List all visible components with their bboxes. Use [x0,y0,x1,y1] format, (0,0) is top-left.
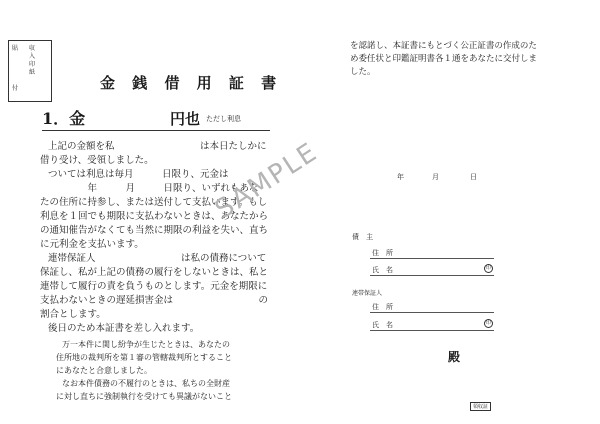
amount-yen: 円也 [170,110,201,128]
body-line: 後日のため本証書を差し入れます。 [48,323,200,334]
body-line: 上記の金額を私 は本日たしかに [48,141,267,152]
body-line: たの住所に持参し、または送付して支払います。もし [40,197,268,208]
right-line: め委任状と印鑑証明書各１通をあなたに交付しま [350,54,538,64]
note-line: にあなたと合意しました。 [56,366,152,375]
note-line: なお本件債務の不履行のときは、私ちの全財産 [62,379,230,388]
body-line: 支払わないときの遅延損害金は の [40,295,269,306]
debtor-name-line [370,275,494,276]
right-line: を認諾し、本証書にもとづく公正証書の作成のた [350,41,537,51]
debtor-address-line [370,258,494,259]
body-text [40,140,268,336]
body-line: 保証し、私が上記の債務の履行をしないときは、私と [40,267,269,278]
body-line: 割合とします。 [40,309,106,320]
date-year: 年 [397,173,404,181]
stamp-label-affix: 貼 [12,45,19,52]
guarantor-address-line [370,312,494,313]
guarantor-title: 連帯保証人 [352,290,383,297]
note-line: 万一本件に関し紛争が生じたときは、あなたの [62,340,230,349]
addressee-honorific: 殿 [448,350,461,364]
amount-prefix: 1．金 [42,109,86,128]
right-line: した。 [350,67,376,77]
body-line: 借り受け、受領しました。 [40,155,154,166]
document-title: 金 銭 借 用 証 書 [100,74,283,92]
right-text [350,40,537,79]
guarantor-name-label: 氏 名 [372,321,393,329]
debtor-address-label: 住 所 [372,249,393,257]
notes-text [56,338,232,403]
guarantor-seal-icon: 印 [485,320,491,326]
note-line: 住所地の裁判所を第１審の管轄裁判所とすること [56,353,232,362]
body-line: 年 月 日限り、いずれもあな [40,183,259,194]
date-month: 月 [432,173,439,181]
body-line: ついては利息は毎月 日限り、元金は [48,169,229,180]
date-day: 日 [470,173,477,181]
footer-receipt-box: 領収証 [470,402,491,411]
body-line: の通知催告がなくても当然に期限の利益を失い、直ち [40,225,269,236]
note-line: に対し直ちに強制執行を受けても異議がないこと [56,392,232,401]
amount-note: ただし利息 [206,115,241,123]
body-line: 連帯保証人 は私の債務について [48,253,267,264]
body-line: 利息を１回でも期限に支払わないときは、あなたから [40,211,269,222]
body-line: に元利金を支払います。 [40,239,144,250]
revenue-stamp-box [8,40,52,102]
stamp-label-revenue: 収入印紙 [29,45,36,76]
sample-watermark: SAMPLE [210,136,324,226]
stamp-label-attach: 付 [12,85,19,92]
debtor-title: 債 主 [352,233,373,241]
guarantor-address-label: 住 所 [372,303,393,311]
guarantor-name-line [370,330,494,331]
body-line: 連帯して履行の責を負うものとします。元金を期限に [40,281,268,292]
debtor-seal-icon: 印 [485,265,491,271]
debtor-name-label: 氏 名 [372,266,393,274]
